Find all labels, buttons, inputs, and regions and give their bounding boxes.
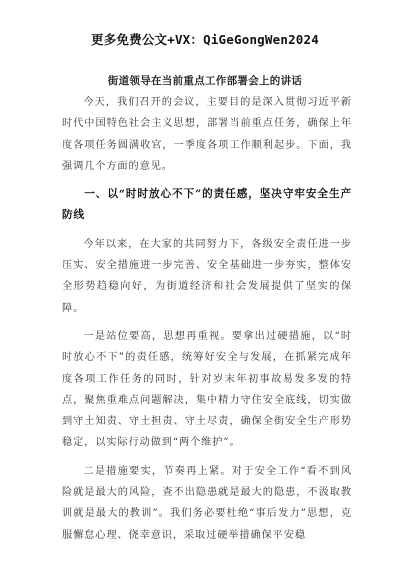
body-paragraph-summary: 今年以来，在大家的共同努力下，各级安全责任进一步压实、安全措施进一步完善、安全基础进一步夯实，整体安全形势趋稳向好，为街道经济和社会发展提供了坚实的保障。 — [62, 238, 352, 314]
document-title: 街道领导在当前重点工作部署会上的讲话 — [107, 75, 303, 87]
document-body — [62, 92, 352, 553]
body-paragraph-point-1: 一是站位要高，思想再重视。要拿出过硬措施，以“时时放心不下”的责任感，统筹好安全与发展，在抓紧完成年度各项工作任务的同时，针对岁末年初事故易发多发的特点，聚焦重难点问题解决，集中精力守住安全底线，切实做到守土知责、守土担责、守土尽责，确保全街安全生产形势稳定，以实际行动做到“两个维护”。 — [62, 330, 352, 449]
body-paragraph-intro: 今天，我们召开的会议，主要目的是深入贯彻习近平新时代中国特色社会主义思想，部署当前重点任务，确保上年度各项任务圆满收官，一季度各项工作顺利起步。下面，我强调几个方面的意见。 — [62, 97, 352, 172]
section-heading-1: 一、以“时时放心不下”的责任感，坚决守牢安全生产防线 — [62, 188, 352, 222]
watermark-header: 更多免费公文+VX：QiGeGongWen2024 — [91, 32, 319, 47]
body-paragraph-point-2: 二是措施要实，节奏再上紧。对于安全工作“看不到风险就是最大的风险，查不出隐患就是最大的隐患，不汲取教训就是最大的教训”。我们务必要杜绝“事后发力”思想，克服懈怠心理、侥幸意识，采取过硬举措确保平安稳 — [62, 465, 352, 541]
